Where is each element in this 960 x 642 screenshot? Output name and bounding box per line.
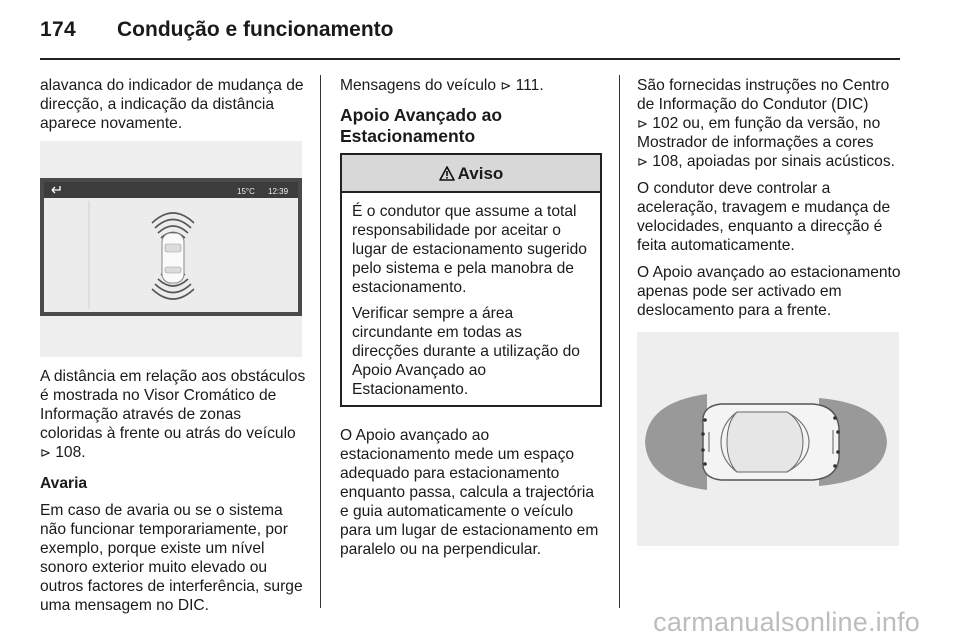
page-reference: 102 ou, em função da versão, no Mostrador de informações a cores xyxy=(637,115,881,151)
paragraph: O Apoio avançado ao estacionamento apenas pode ser activado em deslocamento para a frente. xyxy=(637,264,901,319)
warning-triangle-icon xyxy=(439,166,455,181)
page-number: 174 xyxy=(40,18,76,41)
car-sensor-illustration xyxy=(637,332,899,546)
page-title: Condução e funcionamento xyxy=(117,18,394,41)
column-left xyxy=(40,76,306,623)
warning-header xyxy=(342,155,600,193)
reference-arrow-icon: ⊳ xyxy=(637,154,648,169)
parking-display-illustration xyxy=(40,141,302,357)
warning-body xyxy=(342,193,600,405)
paragraph-text: A distância em relação aos obstáculos é mostrada no Visor Cromático de Informação através de zonas coloridas à frente ou atrás do veículo xyxy=(40,368,306,442)
paragraph xyxy=(40,367,306,462)
subheading-avaria: Avaria xyxy=(40,475,88,492)
paragraph: alavanca do indicador de mudança de direcção, a indicação da distância aparece novamente. xyxy=(40,77,304,132)
column-middle xyxy=(340,76,602,567)
paragraph xyxy=(340,76,602,95)
paragraph-text: Mensagens do veículo xyxy=(340,77,497,94)
watermark: carmanualsonline.info xyxy=(653,607,920,637)
reference-arrow-icon: ⊳ xyxy=(40,445,51,460)
warning-paragraph: Verificar sempre a área circundante em todas as direcções durante a utilização do Apoio Avançado ao Estacionamento. xyxy=(352,305,580,398)
warning-title: Aviso xyxy=(457,163,504,183)
section-heading: Apoio Avançado ao Estacionamento xyxy=(340,105,503,146)
car-icon xyxy=(162,233,184,283)
car-sensor-figure xyxy=(637,332,899,546)
reference-arrow-icon: ⊳ xyxy=(500,78,512,93)
parking-display-figure xyxy=(40,141,302,357)
display-temperature: 15°C xyxy=(237,187,255,196)
reference-arrow-icon: ⊳ xyxy=(637,116,648,131)
column-divider xyxy=(320,75,321,608)
paragraph: Em caso de avaria ou se o sistema não funcionar temporariamente, por exemplo, porque existe um nível sonoro exterior muito elevado ou outros factores de interferência, surge uma mensagem no DIC. xyxy=(40,502,303,614)
paragraph: O Apoio avançado ao estacionamento mede um espaço adequado para estacionamento enquanto passa, calcula a trajectória e guia automaticamente o veículo para um lugar de estacionamento em paralelo ou na perpendicular. xyxy=(340,427,599,558)
column-divider xyxy=(619,75,620,608)
car-icon xyxy=(703,404,839,480)
header-rule xyxy=(40,58,900,60)
page-reference: 111. xyxy=(515,77,544,94)
display-time: 12:39 xyxy=(268,187,289,196)
warning-box xyxy=(340,153,602,407)
warning-paragraph: É o condutor que assume a total responsabilidade por aceitar o lugar de estacionamento sugerido pelo sistema e pela manobra de estacionamento. xyxy=(352,203,587,296)
column-right xyxy=(637,76,903,546)
page-reference: 108, apoiadas por sinais acústicos. xyxy=(652,153,895,170)
page-reference: 108. xyxy=(55,444,86,461)
paragraph xyxy=(637,76,903,171)
paragraph-text: São fornecidas instruções no Centro de Informação do Condutor (DIC) xyxy=(637,77,890,113)
paragraph: O condutor deve controlar a aceleração, travagem e mudança de velocidades, enquanto a direcção é feita automaticamente. xyxy=(637,180,891,254)
